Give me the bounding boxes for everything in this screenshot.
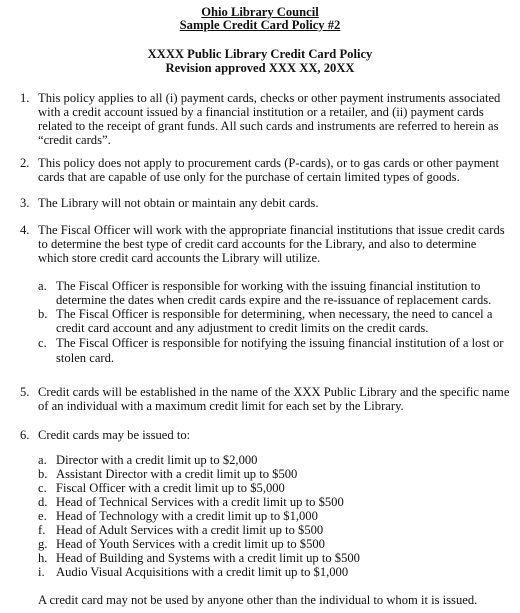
list-item-label: d.: [38, 495, 48, 509]
item-line: with a credit account issued by a financial institution or a retailer, and (ii) payment cards: [38, 105, 484, 119]
list-item: Head of Technical Services with a credit limit up to $500: [56, 495, 344, 509]
subitem-line: credit card account and any adjustment to credit limits on the credit cards.: [56, 321, 429, 335]
policy-title: XXXX Public Library Credit Card Policy: [147, 47, 373, 61]
subitem-label: c.: [38, 336, 47, 350]
subitem-label: b.: [38, 307, 48, 321]
item-line: This policy applies to all (i) payment cards, checks or other payment instruments associated: [38, 91, 501, 105]
list-item: Head of Youth Services with a credit limit up to $500: [56, 537, 325, 551]
subitem-line: The Fiscal Officer is responsible for determining, when necessary, the need to cancel a: [56, 307, 493, 321]
closing-statement: A credit card may not be used by anyone other than the individual to whom it is issued.: [38, 593, 478, 607]
item-number: 3.: [20, 196, 30, 210]
item-line: to determine the best type of credit card accounts for the Library, and also to determine: [38, 237, 477, 251]
org-name: Ohio Library Council: [201, 5, 319, 19]
list-item: Fiscal Officer with a credit limit up to $5,000: [56, 481, 285, 495]
list-item: Audio Visual Acquisitions with a credit limit up to $1,000: [56, 565, 349, 579]
list-item: Director with a credit limit up to $2,000: [56, 453, 258, 467]
subitem-line: determine the dates when credit cards expire and the re-issuance of replacement cards.: [56, 293, 492, 307]
item-number: 1.: [20, 91, 30, 105]
item-line: Credit cards will be established in the name of the XXX Public Library and the specific name: [38, 385, 510, 399]
subitem-line: stolen card.: [56, 351, 115, 365]
subitem-line: The Fiscal Officer is responsible for notifying the issuing financial institution of a lost or: [56, 336, 504, 350]
item-line: cards that are capable of use only for the purchase of certain limited types of goods.: [38, 170, 460, 184]
list-item: Head of Adult Services with a credit limit up to $500: [56, 523, 324, 537]
item-line: The Fiscal Officer will work with the appropriate financial institutions that issue credit cards: [38, 223, 505, 237]
item-line: This policy does not apply to procurement cards (P-cards), or to gas cards or other payment: [38, 156, 499, 170]
list-item-label: f.: [38, 523, 46, 537]
list-item: Head of Technology with a credit limit up to $1,000: [56, 509, 318, 523]
list-item-label: h.: [38, 551, 48, 565]
document-subtitle: Sample Credit Card Policy #2: [179, 18, 341, 32]
item-number: 6.: [20, 428, 30, 442]
list-item-label: g.: [38, 537, 48, 551]
item-line: “credit cards”.: [38, 133, 111, 147]
list-item-label: a.: [38, 453, 47, 467]
item-line: Credit cards may be issued to:: [38, 428, 191, 442]
revision-line: Revision approved XXX XX, 20XX: [165, 61, 355, 75]
subitem-line: The Fiscal Officer is responsible for working with the issuing financial institution to: [56, 279, 481, 293]
list-item-label: e.: [38, 509, 47, 523]
item-number: 2.: [20, 156, 30, 170]
item-number: 4.: [20, 223, 30, 237]
list-item: Head of Building and Systems with a credit limit up to $500: [56, 551, 360, 565]
list-item-label: c.: [38, 481, 47, 495]
item-line: related to the receipt of grant funds. All such cards and instruments are referred to herein as: [38, 119, 499, 133]
list-item: Assistant Director with a credit limit up to $500: [56, 467, 298, 481]
list-item-label: i.: [38, 565, 45, 579]
item-number: 5.: [20, 385, 30, 399]
list-item-label: b.: [38, 467, 48, 481]
item-line: which store credit card accounts the Library will utilize.: [38, 251, 321, 265]
subitem-label: a.: [38, 279, 47, 293]
item-line: The Library will not obtain or maintain any debit cards.: [38, 196, 319, 210]
item-line: of an individual with a maximum credit limit for each set by the Library.: [38, 399, 404, 413]
